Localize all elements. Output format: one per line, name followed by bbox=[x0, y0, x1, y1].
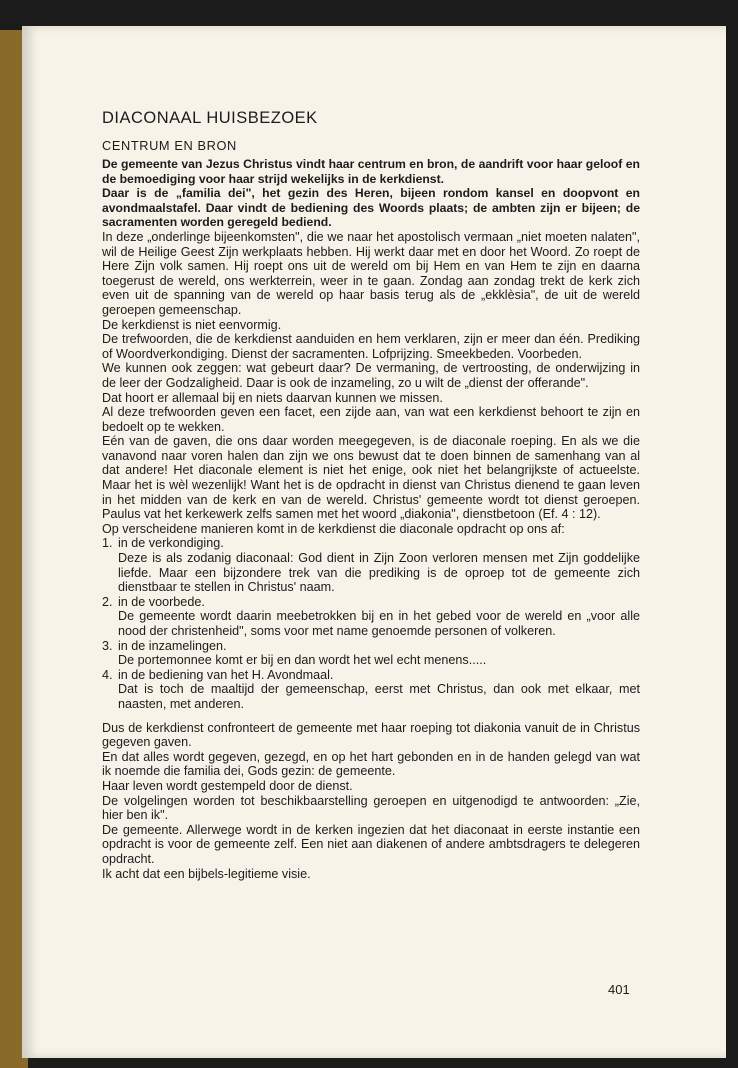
intro-paragraph: Daar is de „familia dei", het gezin des Heren, bijeen rondom kansel en doopvont en avondmaalstafel. Daar vindt de bediening des Woords plaats; de ambten zijn er bijeen; de sacramenten worden geregeld bediend. bbox=[102, 186, 640, 230]
list-item-detail: Dat is toch de maaltijd der gemeenschap, eerst met Christus, dan ook met elkaar, met naasten, met anderen. bbox=[118, 682, 640, 711]
paragraph-gap bbox=[102, 712, 640, 721]
list-item bbox=[102, 668, 640, 712]
body-paragraph: Eén van de gaven, die ons daar worden meegegeven, is de diaconale roeping. En als we die vanavond naar voren halen dan zijn we ons bewust dat te doen binnen de samenhang van al dat andere! Het diaconale element is niet het enige, ook niet het belangrijkste of actueelste. Maar het is wèl wezenlijk! Want het is de opdracht in dienst van Christus dienend te gaan leven in het midden van de kerk en van de wereld. Christus' gemeente wordt tot dienst geroepen. Paulus vat het kerkewerk zelfs samen met het woord „diakonia", dienstbetoon (Ef. 4 : 12). bbox=[102, 434, 640, 522]
list-item-detail: De portemonnee komt er bij en dan wordt het wel echt menens..... bbox=[118, 653, 487, 668]
list-item-number: 1. bbox=[102, 536, 113, 551]
list-item-body bbox=[118, 595, 640, 639]
closing-paragraph: En dat alles wordt gegeven, gezegd, en op het hart gebonden en in de handen gelegd van wat ik noemde die familia dei, Gods gezin: de gemeente. bbox=[102, 749, 640, 779]
intro-paragraph: De gemeente van Jezus Christus vindt haar centrum en bron, de aandrift voor haar geloof en de bemoediging voor haar strijd wekelijks in de kerkdienst. bbox=[102, 157, 640, 186]
list-item-body bbox=[118, 639, 640, 668]
numbered-list bbox=[102, 536, 640, 711]
article-title: DIACONAAL HUISBEZOEK bbox=[102, 109, 318, 127]
section-subtitle: CENTRUM EN BRON bbox=[102, 138, 237, 153]
list-item-detail: De gemeente wordt daarin meebetrokken bij en in het gebed voor de wereld en „voor alle nood der christenheid", soms voor met name genoemde personen of volkeren. bbox=[118, 609, 640, 638]
body-paragraph: Op verscheidene manieren komt in de kerkdienst die diaconale opdracht op ons af: bbox=[102, 521, 565, 536]
list-item bbox=[102, 639, 640, 668]
page-content bbox=[102, 108, 640, 881]
closing-paragraph: De volgelingen worden tot beschikbaarstelling geroepen en uitgenodigd te antwoorden: „Zie, hier ben ik". bbox=[102, 793, 640, 823]
closing-paragraph: De gemeente. Allerwege wordt in de kerken ingezien dat het diaconaat in eerste instantie een opdracht is voor de gemeente zelf. Een niet aan diakenen of andere ambtsdragers te delegeren opdracht. bbox=[102, 822, 640, 866]
body-paragraph: We kunnen ook zeggen: wat gebeurt daar? De vermaning, de vertroosting, de onderwijzing in de leer der Godzaligheid. Daar is ook de inzameling, zo u wilt de „dienst der offerande". bbox=[102, 361, 640, 390]
body-paragraph: In deze „onderlinge bijeenkomsten", die we naar het apostolisch vermaan „niet moeten nalaten", wil de Heilige Geest Zijn werkplaats hebben. Hij werkt daar met en door het Woord. Zo roept de Here Zijn volk samen. Hij roept ons uit de wereld om bij Hem en van Hem te zijn en daarna toegerust de wereld, ons werkterrein, weer in te gaan. Zondag aan zondag trekt de kerk zich even uit de spanning van de wereld op haar basis terug als de „ekklèsia", de uit de wereld geroepen gemeenschap. bbox=[102, 229, 640, 317]
body-paragraph: Al deze trefwoorden geven een facet, een zijde aan, van wat een kerkdienst behoort te zijn en bedoelt op te wekken. bbox=[102, 405, 640, 434]
closing-paragraph: Dus de kerkdienst confronteert de gemeente met haar roeping tot diakonia vanuit de in Christus gegeven gaven. bbox=[102, 720, 640, 750]
list-item bbox=[102, 595, 640, 639]
closing-paragraph: Ik acht dat een bijbels-legitieme visie. bbox=[102, 866, 311, 881]
list-item-number: 4. bbox=[102, 667, 113, 682]
list-item-number: 3. bbox=[102, 638, 113, 653]
page-number: 401 bbox=[608, 982, 630, 997]
list-item bbox=[102, 536, 640, 594]
list-item-heading: in de verkondiging. bbox=[118, 536, 224, 551]
body-paragraph: De kerkdienst is niet eenvormig. bbox=[102, 317, 282, 332]
list-item-heading: in de voorbede. bbox=[118, 594, 205, 609]
list-item-heading: in de inzamelingen. bbox=[118, 638, 227, 653]
list-item-body bbox=[118, 536, 640, 594]
body-paragraph: Dat hoort er allemaal bij en niets daarvan kunnen we missen. bbox=[102, 390, 443, 405]
list-item-number: 2. bbox=[102, 594, 113, 609]
body-paragraph: De trefwoorden, die de kerkdienst aanduiden en hem verklaren, zijn er meer dan één. Prediking of Woordverkondiging. Dienst der sacramenten. Lofprijzing. Smeekbeden. Voorbeden. bbox=[102, 332, 640, 361]
list-item-heading: in de bediening van het H. Avondmaal. bbox=[118, 667, 334, 682]
list-item-body bbox=[118, 668, 640, 712]
closing-paragraph: Haar leven wordt gestempeld door de dienst. bbox=[102, 778, 353, 793]
list-item-detail: Deze is als zodanig diaconaal: God dient in Zijn Zoon verloren mensen met Zijn goddelijke liefde. Maar een bijzondere trek van die prediking is de oproep tot de gemeente zich dienstbaar te stellen in Christus' naam. bbox=[118, 551, 640, 595]
